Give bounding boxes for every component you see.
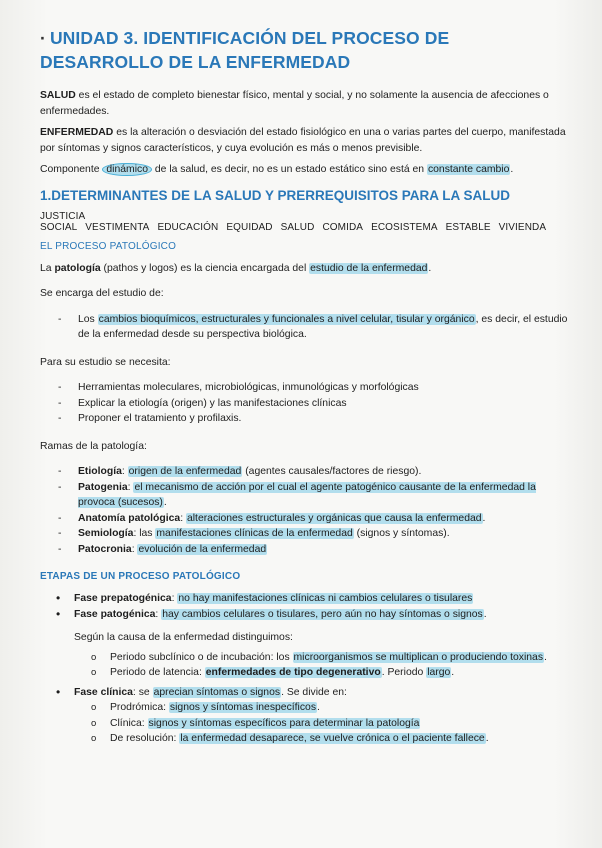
etapa-sep: : <box>155 608 162 620</box>
patologia-post: . <box>428 262 432 274</box>
page-title <box>40 26 568 74</box>
rama-highlight: origen de la enfermedad <box>128 466 242 477</box>
etapa-highlight: hay cambios celulares o tisulares, pero aún no hay síntomas o signos <box>162 608 483 620</box>
patologia-highlight: estudio de la enfermedad <box>310 262 428 274</box>
patologia-term: patología <box>54 262 101 274</box>
determinante-item: JUSTICIA SOCIAL <box>40 210 85 233</box>
list-item <box>40 312 568 343</box>
clinica-highlight: la enfermedad desaparece, se vuelve crónica o el paciente fallece <box>180 733 485 744</box>
etapa-post: . Se divide en: <box>281 686 347 698</box>
list-item: - Explicar la etiología (origen) y las manifestaciones clínicas <box>40 396 568 412</box>
rama-highlight: alteraciones estructurales y orgánicas que causa la enfermedad <box>186 512 482 524</box>
encarga-pre: Los <box>78 313 98 325</box>
patologia-mid: (pathos y logos) es la ciencia encargada del <box>100 262 310 274</box>
determinante-item: VESTIMENTA <box>85 221 150 233</box>
clinica-post: . <box>485 733 489 744</box>
title-text: UNIDAD 3. IDENTIFICACIÓN DEL PROCESO DE DESARROLLO DE LA ENFERMEDAD <box>40 28 450 72</box>
fase-clinica-list <box>40 685 568 701</box>
list-item: - Proponer el tratamiento y profilaxis. <box>40 411 568 427</box>
clinica-pre: Clínica: <box>110 717 148 729</box>
list-item <box>40 607 568 623</box>
determinante-item: VIVIENDA <box>498 221 547 233</box>
encarga-label: Se encarga del estudio de: <box>40 288 164 299</box>
segun-label: Según la causa de la enfermedad distinguimos: <box>74 632 293 643</box>
clinica-list <box>40 700 568 747</box>
rama-term: Patocronia <box>78 543 132 555</box>
etapa-term: Fase patogénica <box>74 608 156 620</box>
encarga-highlight: cambios bioquímicos, estructurales y funcionales a nivel celular, tisular y orgánico <box>98 313 475 325</box>
periodo-post: . <box>544 651 547 663</box>
determinante-item: EQUIDAD <box>226 221 273 233</box>
proceso-heading: EL PROCESO PATOLÓGICO <box>40 240 177 252</box>
enfermedad-term: ENFERMEDAD <box>40 127 114 138</box>
periodo-post: . <box>451 667 455 678</box>
rama-highlight: manifestaciones clínicas de la enfermedad <box>156 528 353 539</box>
componente-mid: de la salud, es decir, no es un estado estático sino está en <box>151 164 427 175</box>
salud-term: SALUD <box>40 90 76 101</box>
list-item <box>40 700 568 716</box>
list-item <box>40 542 568 558</box>
salud-definition <box>40 88 568 119</box>
determinante-item: ESTABLE <box>445 221 491 233</box>
rama-post: (agentes causales/factores de riesgo). <box>242 466 422 477</box>
clinica-pre: De resolución: <box>110 733 180 744</box>
rama-term: Patogenia <box>78 481 128 493</box>
clinica-highlight: signos y síntomas específicos para determinar la patología <box>148 717 420 729</box>
determinante-item: ECOSISTEMA <box>371 221 438 233</box>
title-bullet: · <box>40 28 46 48</box>
etapa-highlight: aprecian síntomas o signos <box>153 686 281 698</box>
etapas-heading: ETAPAS DE UN PROCESO PATOLÓGICO <box>40 571 241 582</box>
componente-highlight: constante cambio <box>427 164 510 175</box>
determinante-item: COMIDA <box>322 221 364 233</box>
rama-highlight: evolución de la enfermedad <box>138 543 267 555</box>
rama-post: . <box>482 512 486 524</box>
determinante-item: SALUD <box>280 221 315 233</box>
determinantes-list <box>40 211 568 233</box>
list-item <box>40 464 568 480</box>
periodo-pre: Periodo subclínico o de incubación: los <box>110 651 293 663</box>
periodo-highlight: largo <box>427 667 451 678</box>
rama-sep: : <box>127 481 134 493</box>
etapa-term: Fase clínica <box>74 686 133 698</box>
rama-post: (signos y síntomas). <box>353 528 450 539</box>
rama-sep: : <box>131 543 138 555</box>
rama-sep: : <box>121 466 128 477</box>
necesita-list <box>40 380 568 427</box>
clinica-pre: Prodrómica: <box>110 702 169 713</box>
list-item <box>40 716 568 732</box>
determinante-item: EDUCACIÓN <box>157 221 219 233</box>
periodo-pre: Periodo de latencia: <box>110 667 205 678</box>
list-item <box>40 685 568 701</box>
enfermedad-definition <box>40 125 568 156</box>
salud-text: es el estado de completo bienestar físico, mental y social, y no solamente la ausencia de afecciones o enfermedades. <box>40 90 549 117</box>
rama-term: Anatomía patológica <box>78 512 181 524</box>
etapas-list <box>40 591 568 622</box>
rama-highlight: el mecanismo de acción por el cual el agente patogénico causante de la enfermedad la provoca (sucesos) <box>78 481 536 508</box>
periodo-highlight: enfermedades de tipo degenerativo <box>205 667 381 678</box>
componente-post: . <box>510 164 514 175</box>
list-item <box>40 650 568 666</box>
componente-paragraph <box>40 162 568 178</box>
list-item <box>40 731 568 747</box>
patologia-pre: La <box>40 262 55 274</box>
periodos-list <box>40 650 568 681</box>
list-item <box>40 480 568 511</box>
list-item <box>40 665 568 681</box>
periodo-highlight: microorganismos se multiplican o produciendo toxinas <box>293 651 544 663</box>
rama-sep: : <box>180 512 186 524</box>
list-item <box>40 526 568 542</box>
etapa-highlight: no hay manifestaciones clínicas ni cambios celulares o tisulares <box>178 593 473 604</box>
section1-heading: 1.DETERMINANTES DE LA SALUD Y PRERREQUISITOS PARA LA SALUD <box>40 187 511 203</box>
etapa-term: Fase prepatogénica <box>74 593 172 604</box>
ramas-label: Ramas de la patología: <box>40 440 147 452</box>
list-item <box>40 511 568 527</box>
rama-term: Semiología <box>78 528 134 539</box>
rama-sep: : las <box>133 528 156 539</box>
periodo-mid: . Periodo <box>381 667 427 678</box>
clinica-post: . <box>317 702 320 713</box>
rama-term: Etiología <box>78 466 122 477</box>
list-item <box>40 591 568 607</box>
necesita-label: Para su estudio se necesita: <box>40 356 171 368</box>
list-item: - Herramientas moleculares, microbiológicas, inmunológicas y morfológicas <box>40 380 568 396</box>
etapa-sep: : <box>171 593 178 604</box>
rama-post: . <box>163 497 167 508</box>
ramas-list <box>40 464 568 557</box>
clinica-highlight: signos y síntomas inespecíficos <box>169 702 317 713</box>
componente-dinamico: dinámico <box>102 163 152 176</box>
enfermedad-text: es la alteración o desviación del estado fisiológico en una o varias partes del cuerpo, manifestada por síntomas y signos característicos, y cuya evolución es más o menos previsible. <box>40 127 566 154</box>
encarga-list <box>40 312 568 343</box>
etapa-pre: : se <box>132 686 153 698</box>
componente-pre: Componente <box>40 164 103 175</box>
patologia-paragraph <box>40 261 568 277</box>
etapa-post: . <box>483 608 487 620</box>
encarga-post: , es decir, el estudio de la enfermedad desde su perspectiva biológica. <box>78 313 568 340</box>
